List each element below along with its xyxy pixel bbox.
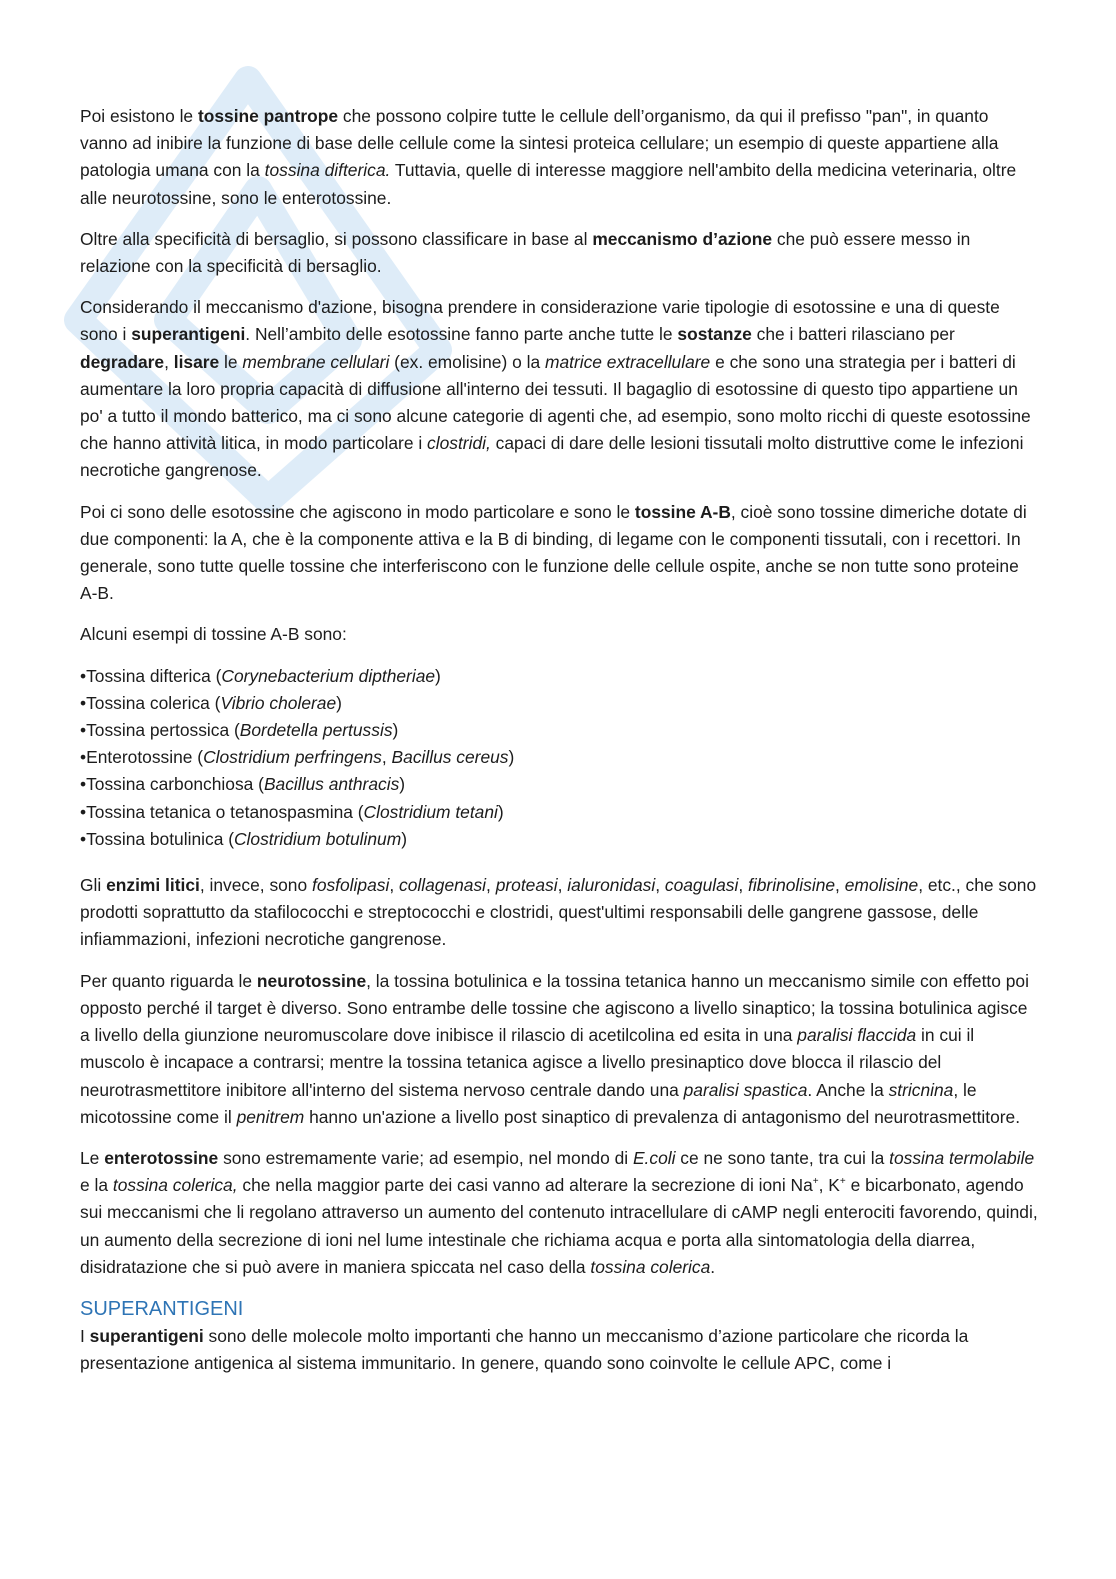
section-heading-superantigeni: SUPERANTIGENI xyxy=(80,1297,244,1320)
paragraph-enterotoxins: Le enterotossine sono estremamente varie; ad esempio, nel mondo di E.coli ce ne sono tante, tra cui la tossina termolabile e la tossina colerica, che nella maggior parte dei casi vanno ad alterare la secrezione di ioni Na+, K+ e bicarbonato, agendo sui meccanismi che li regolano attraverso un aumento del contenuto intracellulare di cAMP negli enterociti favorendo, quindi, un aumento della secrezione di ioni nel lume intestinale che richiama acqua e porta alla sintomatologia della diarrea, disidratazione che si può avere in maniera spiccata nel caso della tossina colerica. xyxy=(80,1147,1038,1277)
list-item: •Tossina carbonchiosa (Bacillus anthracis) xyxy=(80,774,406,795)
toxin-list xyxy=(80,663,1038,853)
paragraph-lytic-enzymes: Gli enzimi litici, invece, sono fosfolipasi, collagenasi, proteasi, ialuronidasi, coagulasi, fibrinolisine, emolisine, etc., che sono prodotti soprattutto da stafilococchi e streptococchi e clostridi, quest'ultimi responsabili delle gangrene gassose, delle infiammazioni, infezioni necrotiche gangrenose. xyxy=(80,875,1037,950)
list-item: •Enterotossine (Clostridium perfringens, Bacillus cereus) xyxy=(80,747,515,768)
list-item: •Tossina difterica (Corynebacterium diptheriae) xyxy=(80,665,441,686)
paragraph-superantigens: I superantigeni sono delle molecole molto importanti che hanno un meccanismo d’azione particolare che ricorda la presentazione antigenica al sistema immunitario. In genere, quando sono coinvolte le cellule APC, come i xyxy=(80,1325,969,1374)
paragraph-pantrope: Poi esistono le tossine pantrope che possono colpire tutte le cellule dell’organismo, da qui il prefisso "pan", in quanto vanno ad inibire la funzione di base delle cellule come la sintesi proteica cellulare; un esempio di queste appartiene alla patologia umana con la tossina difterica. Tuttavia, quelle di interesse maggiore nell'ambito della medicina veterinaria, oltre alle neurotossine, sono le enterotossine. xyxy=(80,106,1017,208)
paragraph-neurotoxins: Per quanto riguarda le neurotossine, la tossina botulinica e la tossina tetanica hanno un meccanismo simile con effetto poi opposto perché il target è diverso. Sono entrambe delle tossine che agiscono a livello sinaptico; la tossina botulinica agisce a livello della giunzione neuromuscolare dove inibisce il rilascio di acetilcolina ed esita in una paralisi flaccida in cui il muscolo è incapace a contrarsi; mentre la tossina tetanica agisce a livello presinaptico dove blocca il rilascio del neurotrasmettitore inibitore all'interno del sistema nervoso centrale dando una paralisi spastica. Anche la stricnina, le micotossine come il penitrem hanno un'azione a livello post sinaptico di prevalenza di antagonismo del neurotrasmettitore. xyxy=(80,970,1029,1127)
paragraph-ab-toxins: Poi ci sono delle esotossine che agiscono in modo particolare e sono le tossine A-B, cioè sono tossine dimeriche dotate di due componenti: la A, che è la componente attiva e la B di binding, di legame con le componenti tissutali, con i recettori. In generale, sono tutte quelle tossine che interferiscono con le funzione delle cellule ospite, anche se non tutte sono proteine A-B. xyxy=(80,501,1027,604)
list-item: •Tossina pertossica (Bordetella pertussis) xyxy=(80,720,399,741)
list-item: •Tossina colerica (Vibrio cholerae) xyxy=(80,692,342,713)
paragraph-examples-intro: Alcuni esempi di tossine A-B sono: xyxy=(80,624,347,645)
paragraph-mechanism: Oltre alla specificità di bersaglio, si possono classificare in base al meccanismo d’azione che può essere messo in relazione con la specificità di bersaglio. xyxy=(80,228,971,277)
paragraph-superantigens-intro: Considerando il meccanismo d'azione, bisogna prendere in considerazione varie tipologie di esotossine e una di queste sono i superantigeni. Nell’ambito delle esotossine fanno parte anche tutte le sostanze che i batteri rilasciano per degradare, lisare le membrane cellulari (ex. emolisine) o la matrice extracellulare e che sono una strategia per i batteri di aumentare la loro propria capacità di diffusione all'interno dei tessuti. Il bagaglio di esotossine di questo tipo appartiene un po' a tutto il mondo batterico, ma ci sono alcune categorie di agenti che, ad esempio, sono molto ricchi di queste esotossine che hanno attività litica, in modo particolare i clostridi, capaci di dare delle lesioni tissutali molto distruttive come le infezioni necrotiche gangrenose. xyxy=(80,297,1031,481)
list-item: •Tossina tetanica o tetanospasmina (Clostridium tetani) xyxy=(80,801,504,822)
list-item: •Tossina botulinica (Clostridium botulinum) xyxy=(80,828,407,849)
document-page xyxy=(80,103,1038,1377)
